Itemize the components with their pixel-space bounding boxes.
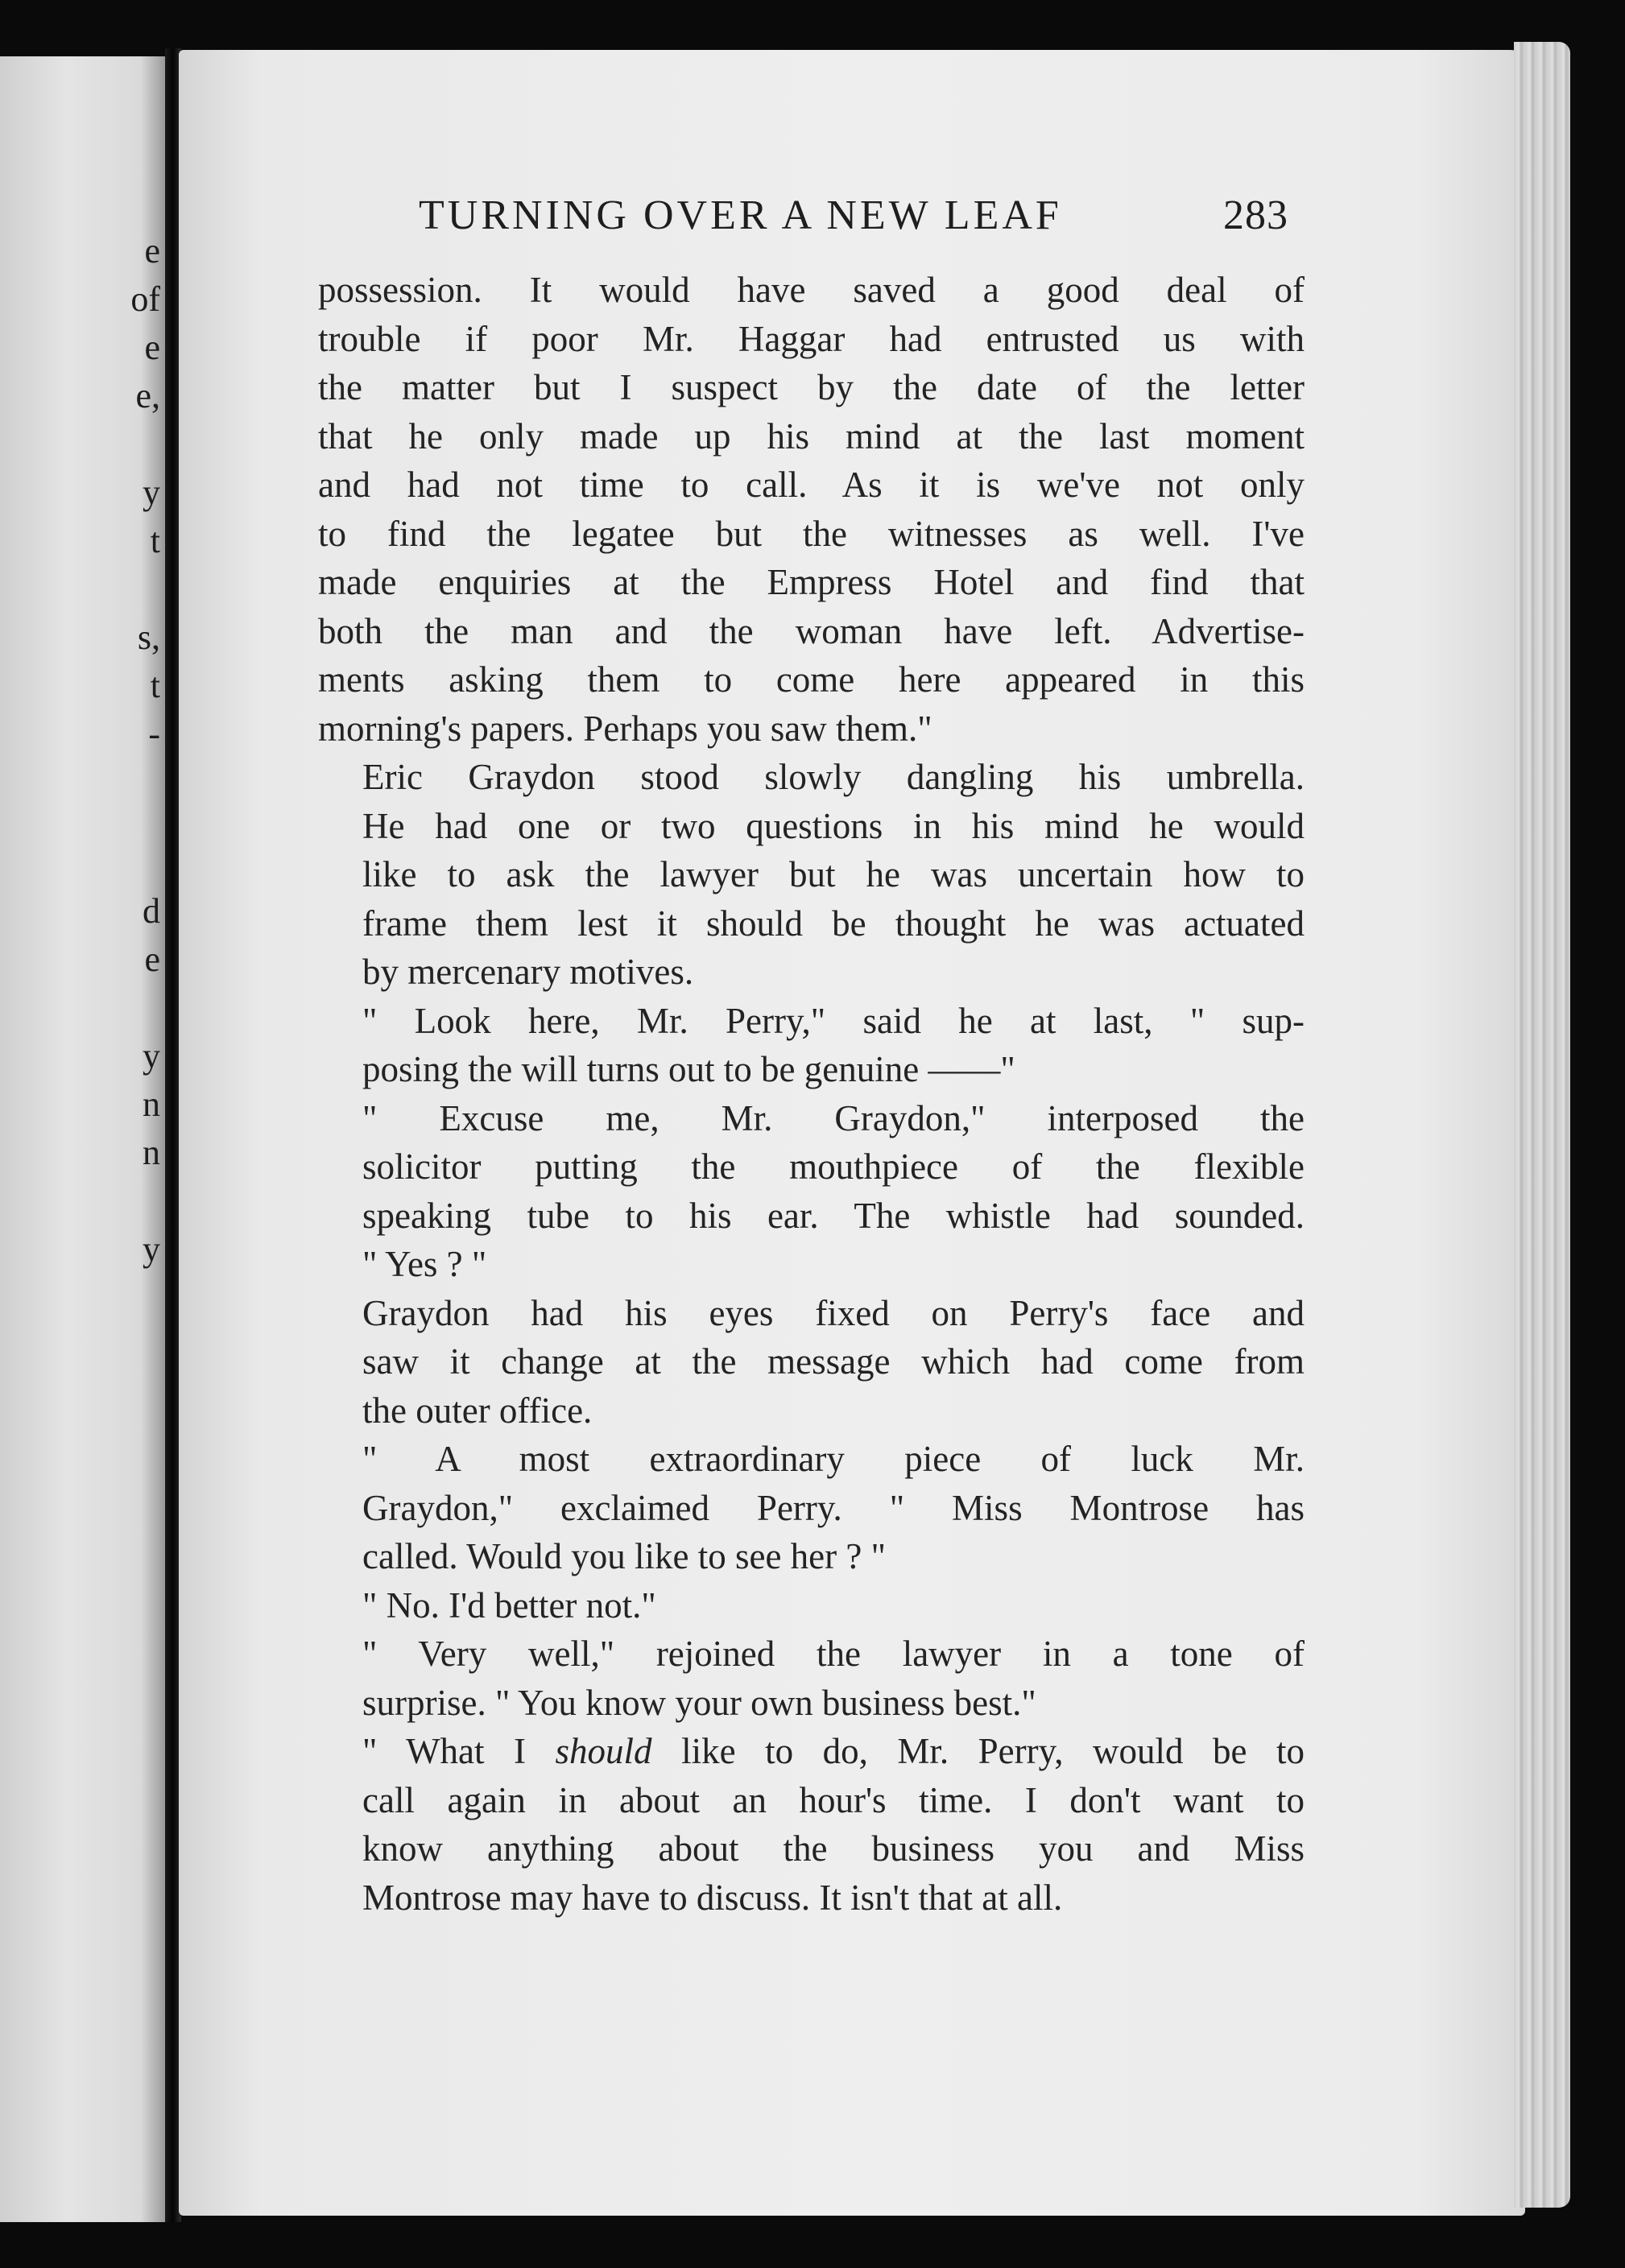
- page-number: 283: [1223, 192, 1288, 238]
- text-line: Graydon had his eyes fixed on Perry's face and: [362, 1292, 1305, 1333]
- running-header: [419, 192, 1288, 239]
- text-line: made enquiries at the Empress Hotel and find that: [318, 562, 1305, 602]
- previous-page-text-fragment: y: [143, 1229, 160, 1269]
- paragraph: [318, 753, 1305, 997]
- paragraph: [318, 1727, 1305, 1922]
- text-line: surprise. " You know your own business best.": [362, 1682, 1036, 1723]
- paragraph: [318, 1630, 1305, 1727]
- previous-page-text-fragment: e: [144, 940, 160, 979]
- paragraph: [318, 1581, 1305, 1630]
- body-text: [318, 266, 1305, 1922]
- text-line: " What I should like to do, Mr. Perry, would be to: [362, 1731, 1305, 1771]
- page-edges: [1514, 42, 1570, 2208]
- text-line: saw it change at the message which had come from: [362, 1341, 1305, 1382]
- paragraph: [318, 1289, 1305, 1436]
- text-line: know anything about the business you and Miss: [362, 1828, 1305, 1869]
- text-line: speaking tube to his ear. The whistle had sounded.: [362, 1195, 1305, 1236]
- text-line: trouble if poor Mr. Haggar had entrusted us with: [318, 318, 1305, 359]
- previous-page-text-fragment: n: [143, 1133, 160, 1172]
- text-line: frame them lest it should be thought he was actuated: [362, 903, 1305, 944]
- text-line: morning's papers. Perhaps you saw them.": [318, 708, 932, 749]
- text-line: " No. I'd better not.": [362, 1584, 656, 1626]
- running-title: TURNING OVER A NEW LEAF: [419, 192, 1062, 238]
- text-line: Montrose may have to discuss. It isn't that at all.: [362, 1877, 1063, 1918]
- text-line: solicitor putting the mouthpiece of the flexible: [362, 1146, 1305, 1187]
- text-line: like to ask the lawyer but he was uncertain how to: [362, 854, 1305, 894]
- text-line: posing the will turns out to be genuine ——": [362, 1049, 1015, 1089]
- previous-page-text-fragment: t: [150, 666, 160, 705]
- text-line: and had not time to call. As it is we've not only: [318, 465, 1305, 505]
- paragraph: [318, 266, 1305, 753]
- previous-page-text-fragment: e: [144, 328, 160, 367]
- text-line: both the man and the woman have left. Advertise-: [318, 610, 1305, 651]
- text-line: to find the legatee but the witnesses as well. I've: [318, 513, 1305, 554]
- text-line: Graydon," exclaimed Perry. " Miss Montrose has: [362, 1487, 1305, 1528]
- text-line: ments asking them to come here appeared in this: [318, 659, 1305, 700]
- paragraph: [318, 1094, 1305, 1289]
- text-line: possession. It would have saved a good deal of: [318, 270, 1305, 310]
- text-line: " Yes ? ": [362, 1244, 487, 1284]
- text-line: " Very well," rejoined the lawyer in a tone of: [362, 1634, 1305, 1674]
- text-line: " Look here, Mr. Perry," said he at last, " sup-: [362, 1000, 1305, 1041]
- previous-page-text-fragment: y: [143, 473, 160, 512]
- emphasis: should: [555, 1731, 652, 1771]
- previous-page-text-fragment: e: [144, 231, 160, 271]
- text-line: by mercenary motives.: [362, 952, 694, 992]
- previous-page-text-fragment: -: [148, 714, 160, 754]
- text-line: called. Would you like to see her ? ": [362, 1536, 886, 1576]
- text-line: the outer office.: [362, 1390, 593, 1431]
- previous-page-text-fragment: y: [143, 1036, 160, 1076]
- previous-page-text-fragment: t: [150, 521, 160, 560]
- previous-page-text-fragment: s,: [137, 618, 160, 657]
- previous-page-text-fragment: of: [130, 279, 160, 319]
- previous-page-text-fragment: n: [143, 1084, 160, 1124]
- previous-page-text-fragment: d: [143, 891, 160, 931]
- text-line: the matter but I suspect by the date of the letter: [318, 367, 1305, 407]
- text-line: " Excuse me, Mr. Graydon," interposed the: [362, 1097, 1305, 1138]
- text-line: call again in about an hour's time. I don't want to: [362, 1779, 1305, 1820]
- text-line: that he only made up his mind at the last moment: [318, 415, 1305, 456]
- text-line: Eric Graydon stood slowly dangling his umbrella.: [362, 757, 1305, 797]
- paragraph: [318, 1435, 1305, 1581]
- previous-page-text-fragment: e,: [135, 376, 160, 415]
- text-line: He had one or two questions in his mind he would: [362, 805, 1305, 846]
- text-line: " A most extraordinary piece of luck Mr.: [362, 1439, 1305, 1479]
- previous-page-edge: [0, 56, 165, 2222]
- paragraph: [318, 997, 1305, 1094]
